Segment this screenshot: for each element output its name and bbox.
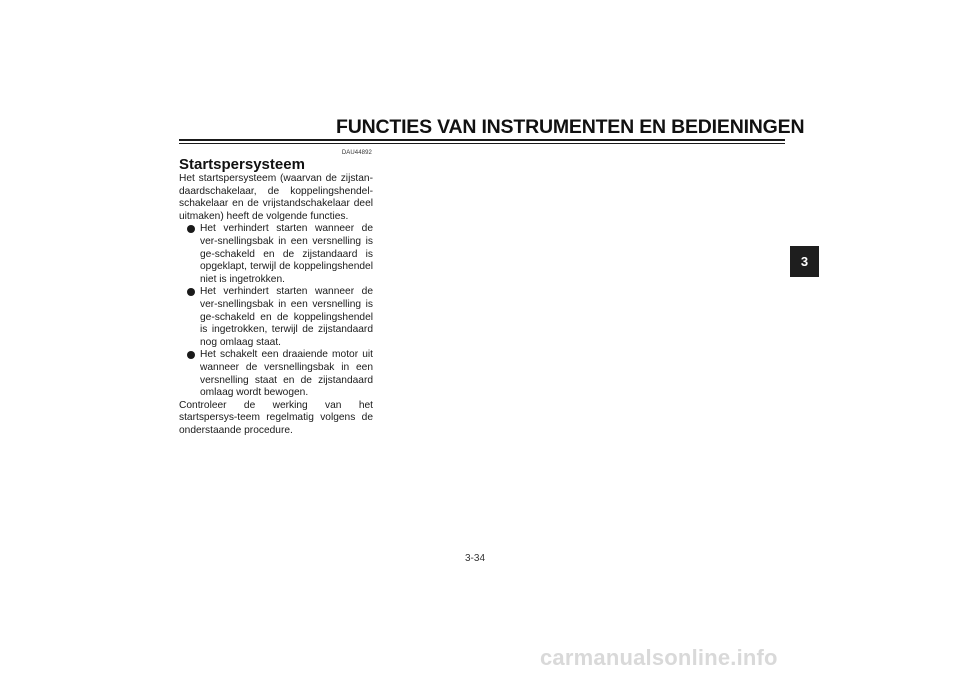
list-item bbox=[179, 223, 373, 286]
bullet-text: Het verhindert starten wanneer de ver-snellingsbak in een versnelling is ge-schakeld en de zijstandaard is opgeklapt, terwijl de koppelingshendel niet is ingetrokken. bbox=[200, 223, 373, 285]
bullet-dot-icon bbox=[187, 351, 195, 359]
header-rule-thin bbox=[179, 143, 785, 144]
page-number: 3-34 bbox=[465, 553, 486, 564]
bullet-list bbox=[179, 223, 373, 399]
list-item bbox=[179, 349, 373, 399]
outro-paragraph: Controleer de werking van het startspersys-teem regelmatig volgens de onderstaande procedure. bbox=[179, 399, 373, 436]
bullet-text: Het schakelt een draaiende motor uit wanneer de versnellingsbak in een versnelling staat en de zijstandaard omlaag wordt bewogen. bbox=[200, 349, 373, 399]
chapter-tab: 3 bbox=[790, 246, 819, 277]
header-rule bbox=[179, 139, 785, 141]
watermark-text: carmanualsonline.info bbox=[540, 645, 778, 670]
section-code: DAU44892 bbox=[341, 150, 372, 156]
bullet-dot-icon bbox=[187, 225, 195, 233]
bullet-text: Het verhindert starten wanneer de ver-snellingsbak in een versnelling is ge-schakeld en de koppelingshendel is ingetrokken, terwijl de zijstandaard nog omlaag staat. bbox=[200, 286, 373, 348]
page-header-title: FUNCTIES VAN INSTRUMENTEN EN BEDIENINGEN bbox=[336, 116, 805, 138]
section-title: Startspersysteem bbox=[179, 156, 305, 173]
list-item bbox=[179, 286, 373, 349]
section-body bbox=[179, 173, 373, 437]
intro-paragraph: Het startspersysteem (waarvan de zijstan-daardschakelaar, de koppelingshendel-schakelaar en de vrijstandschakelaar deel uitmaken) heeft de volgende functies. bbox=[179, 173, 373, 222]
bullet-dot-icon bbox=[187, 288, 195, 296]
